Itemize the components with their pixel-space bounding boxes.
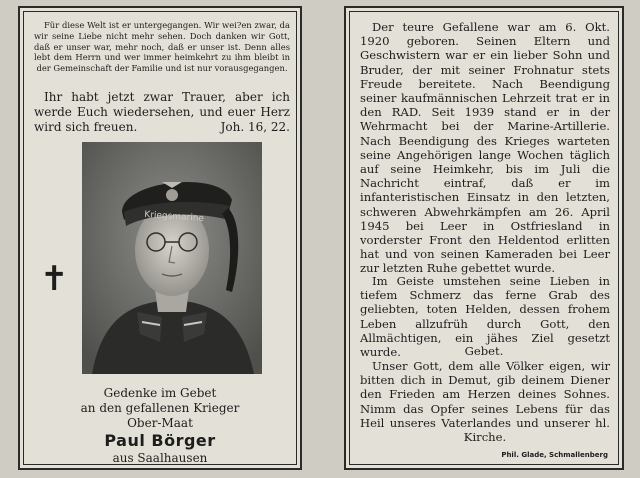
deceased-name: Paul Börger xyxy=(104,431,216,450)
hometown: aus Saalhausen xyxy=(112,451,208,465)
cross-icon: ✝ xyxy=(40,259,69,299)
consolation-verse: Für diese Welt ist er untergegangen. Wir wei?en zwar, da wir seine Liebe nicht mehr sehen. Doch danken wir Gott, daß er unser war, mehr noch, daß er unser ist. Denn alles lebt dem Herrn und wer immer heimkehrt zu ihm bleibt in der Gemeinschaft der Familie und ist nur vorausgegangen. xyxy=(34,20,290,74)
bible-verse-text: Ihr habt jetzt zwar Trauer, aber ich werde Euch wiedersehen, und euer Herz wird sich freuen. xyxy=(34,90,290,134)
portrait-illustration xyxy=(82,142,262,374)
cap-band-text: Kriegsmarine xyxy=(143,209,205,225)
right-card xyxy=(344,6,624,470)
left-card xyxy=(18,6,302,470)
prayer-title: Gebet. xyxy=(464,344,504,358)
rank: Ober-Maat xyxy=(127,416,193,430)
caption-line-1: Gedenke im Gebet xyxy=(103,386,217,400)
memorial-caption xyxy=(20,386,300,466)
portrait-photo xyxy=(82,142,262,374)
bible-reference: Joh. 16, 22. xyxy=(220,120,290,134)
caption-line-2: an den gefallenen Krieger xyxy=(80,401,240,415)
mourning-text: Im Geiste umstehen seine Lieben in tiefem Schmerz das ferne Grab des geliebten, toten Helden, dessen frohem Leben allzufrüh durch Gott, den Allmächtigen, ein jähes Ziel gesetzt wurde. xyxy=(360,274,610,360)
printer-credit: Phil. Glade, Schmallenberg xyxy=(501,451,608,459)
biography-text: Der teure Gefallene war am 6. Okt. 1920 geboren. Seinen Eltern und Geschwistern war er ein lieber Sohn und Bruder, der mit seiner Frohnatur stets Freude bereitete. Nach Beendigung seiner kaufmännischen Lehrzeit trat er in den RAD. Seit 1939 stand er in der Wehrmacht bei der Marine-Artillerie. Nach Beendigung des Krieges warteten seine Angehörigen lange Wochen täglich auf seine Heimkehr, bis im Juli die Nachricht eintraf, daß er im infanteristischen Einsatz in den letzten, schweren Abwehrkämpfen am 26. April 1945 bei Leer in Ostfriesland in vorderster Front den Heldentod erlitten hat und von seinen Kameraden bei Leer zur letzten Ruhe gebettet wurde. xyxy=(360,20,610,276)
prayer-text: Unser Gott, dem alle Völker eigen, wir bitten dich in Demut, gib deinem Diener den Frieden am Herzen deines Sohnes. Nimm das Opfer seines Lebens für das Heil unseres Vaterlandes und unserer hl. Kirche. xyxy=(360,359,610,445)
bible-verse xyxy=(34,90,290,135)
